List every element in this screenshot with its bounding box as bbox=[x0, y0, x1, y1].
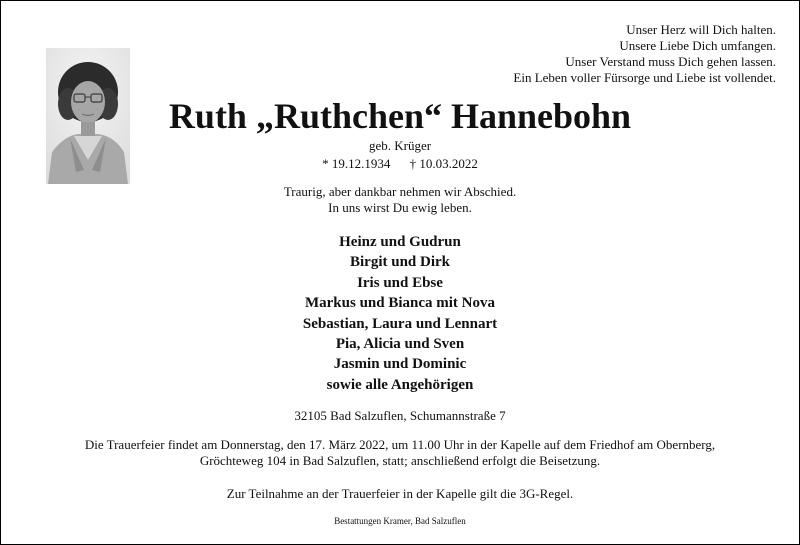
deceased-name: Ruth „Ruthchen“ Hannebohn bbox=[168, 96, 632, 136]
poem-line: Unser Verstand muss Dich gehen lassen. bbox=[565, 54, 776, 69]
death-date: † 10.03.2022 bbox=[409, 156, 478, 171]
poem-verse bbox=[513, 22, 776, 86]
maiden-name: geb. Krüger bbox=[368, 138, 432, 153]
poem-line: Unser Herz will Dich halten. bbox=[626, 22, 776, 37]
mourner-entry: Jasmin und Dominic bbox=[333, 356, 467, 373]
birth-date: * 19.12.1934 bbox=[322, 156, 391, 171]
service-line: Gröchteweg 104 in Bad Salzuflen, statt; anschließend erfolgt die Beisetzung. bbox=[199, 453, 601, 468]
farewell-line: In uns wirst Du ewig leben. bbox=[328, 200, 472, 215]
mourner-entry: Sebastian, Laura und Lennart bbox=[302, 315, 498, 332]
mourner-entry: Markus und Bianca mit Nova bbox=[304, 295, 496, 312]
life-dates bbox=[0, 156, 800, 172]
mourner-entry: Iris und Ebse bbox=[357, 274, 443, 291]
poem-line: Ein Leben voller Fürsorge und Liebe ist vollendet. bbox=[513, 70, 776, 85]
mourner-entry: sowie alle Angehörigen bbox=[326, 376, 474, 393]
service-line: Die Trauerfeier findet am Donnerstag, den 17. März 2022, um 11.00 Uhr in der Kapelle auf dem Friedhof am Obernberg, bbox=[84, 437, 716, 452]
attendance-rule: Zur Teilnahme an der Trauerfeier in der Kapelle gilt die 3G-Regel. bbox=[226, 486, 574, 501]
mourner-entry: Heinz und Gudrun bbox=[339, 234, 461, 250]
farewell-text bbox=[0, 184, 800, 216]
farewell-line: Traurig, aber dankbar nehmen wir Abschied. bbox=[283, 184, 517, 199]
family-address: 32105 Bad Salzuflen, Schumannstraße 7 bbox=[294, 408, 506, 423]
undertaker-credit: Bestattungen Kramer, Bad Salzuflen bbox=[334, 516, 466, 526]
mourner-entry: Birgit und Dirk bbox=[349, 254, 451, 271]
mourner-entry: Pia, Alicia und Sven bbox=[335, 336, 465, 353]
mourners-list bbox=[0, 232, 800, 395]
funeral-service-info bbox=[0, 437, 800, 469]
poem-line: Unsere Liebe Dich umfangen. bbox=[619, 38, 776, 53]
